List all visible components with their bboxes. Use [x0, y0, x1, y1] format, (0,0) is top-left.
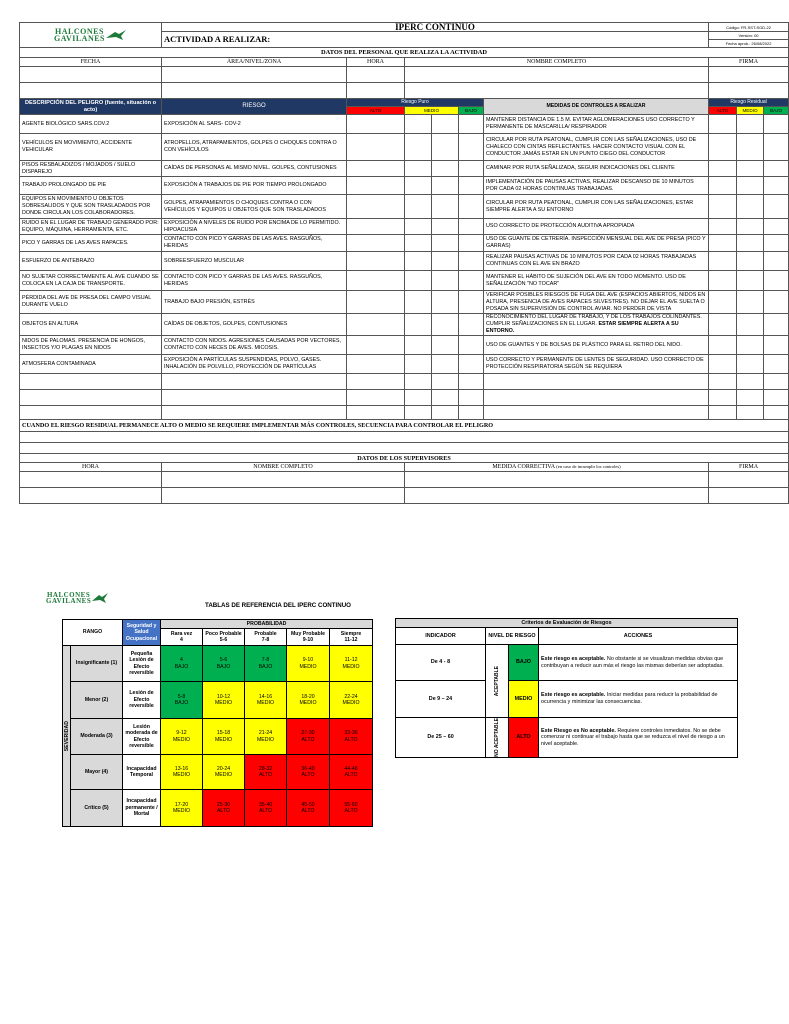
hazard-description: EQUIPOS EN MOVIMIENTO U OBJETOS SOBRESALIDOS Y QUE SON TRASLADADOS POR DONDE CIRCULAN LOS COLABORADORES. — [20, 195, 162, 219]
matrix-row — [63, 646, 373, 682]
risk-level-badge: MEDIO — [509, 681, 539, 718]
risk-matrix-cell: 18-20 MEDIO — [287, 682, 330, 719]
severity-description: Lesión de Efecto reversible — [123, 682, 161, 719]
col-indicador: INDICADOR — [396, 628, 486, 645]
residual-risk-cell[interactable] — [737, 336, 764, 355]
hazard-row — [20, 195, 789, 219]
residual-risk-cell[interactable] — [709, 115, 737, 134]
pure-risk-cell[interactable] — [405, 219, 432, 235]
residual-medio-header: MEDIO — [737, 107, 764, 115]
pure-risk-cell[interactable] — [459, 252, 484, 271]
risk-matrix-cell: 25-30 ALTO — [203, 790, 245, 827]
hazard-description: ESFUERZO DE ANTEBRAZO — [20, 252, 162, 271]
residual-risk-cell[interactable] — [764, 336, 789, 355]
pure-risk-cell[interactable] — [432, 134, 459, 161]
pure-risk-cell[interactable] — [405, 115, 432, 134]
hazard-risk: EXPOSICIÓN A NIVELES DE RUIDO POR ENCIMA DE LO PERMITIDO. HIPOACUSIA — [162, 219, 347, 235]
hazard-row — [20, 177, 789, 195]
pure-risk-cell[interactable] — [459, 291, 484, 314]
pure-risk-cell[interactable] — [405, 134, 432, 161]
risk-matrix-cell: 20-24 MEDIO — [203, 755, 245, 790]
severity-description: Pequeña Lesión de Efecto reversible — [123, 646, 161, 682]
pure-risk-cell[interactable] — [347, 219, 405, 235]
risk-matrix-cell: 22-24 MEDIO — [330, 682, 373, 719]
residual-risk-cell[interactable] — [737, 177, 764, 195]
residual-bajo-header: BAJO — [764, 107, 789, 115]
pure-risk-cell[interactable] — [432, 252, 459, 271]
pure-risk-cell[interactable] — [432, 314, 459, 336]
pure-risk-cell[interactable] — [459, 314, 484, 336]
criteria-indicator: De 25 – 60 — [396, 718, 486, 758]
hazard-risk: CONTACTO CON NIDOS. AGRESIONES CAUSADAS POR VECTORES, CONTACTO CON HECES DE AVES. MICOSIS. — [162, 336, 347, 355]
seg-salud-header: Seguridad y Salud Ocupacional — [123, 620, 161, 646]
risk-matrix-cell: 55-60 ALTO — [330, 790, 373, 827]
pure-risk-cell[interactable] — [432, 195, 459, 219]
probability-col-header: Muy Probable 9-10 — [287, 629, 330, 646]
col-nombre: NOMBRE COMPLETO — [405, 58, 709, 67]
hazard-risk: GOLPES, ATRAPAMIENTOS O CHOQUES CONTRA O CON VEHÍCULOS Y EQUIPOS U OBJETOS QUE SON TRASLADADOS — [162, 195, 347, 219]
residual-risk-cell[interactable] — [737, 161, 764, 177]
hazard-control: IMPLEMENTACIÓN DE PAUSAS ACTIVAS, REALIZAR DESCANSO DE 10 MINUTOS POR CADA 02 HORAS CONTINUAS TRABAJADAS. — [484, 177, 709, 195]
col-fecha: FECHA — [20, 58, 162, 67]
residual-risk-cell[interactable] — [709, 161, 737, 177]
hazard-risk: EXPOSICIÓN AL SARS- COV-2 — [162, 115, 347, 134]
residual-risk-cell[interactable] — [737, 115, 764, 134]
residual-risk-cell[interactable] — [709, 219, 737, 235]
severity-description: Incapacidad permanente / Mortal — [123, 790, 161, 827]
pure-risk-cell[interactable] — [347, 177, 405, 195]
hazard-description: OBJETOS EN ALTURA — [20, 314, 162, 336]
pure-risk-cell[interactable] — [405, 177, 432, 195]
pure-risk-cell[interactable] — [405, 271, 432, 291]
matrix-row — [63, 719, 373, 755]
hazard-row — [20, 314, 789, 336]
risk-criteria — [395, 618, 738, 758]
risk-matrix-cell: 9-12 MEDIO — [161, 719, 203, 755]
pure-risk-cell[interactable] — [432, 271, 459, 291]
hazard-row — [20, 252, 789, 271]
residual-risk-cell[interactable] — [764, 195, 789, 219]
col-firma: FIRMA — [709, 58, 789, 67]
hazard-description: PISOS RESBALADIZOS / MOJADOS / SUELO DISPAREJO — [20, 161, 162, 177]
personnel-section-title: DATOS DEL PERSONAL QUE REALIZA LA ACTIVIDAD — [20, 48, 789, 58]
residual-risk-cell[interactable] — [764, 115, 789, 134]
severity-level: Menor (2) — [71, 682, 123, 719]
risk-matrix-cell: 5-6 BAJO — [203, 646, 245, 682]
risk-matrix-cell: 33-36 ALTO — [330, 719, 373, 755]
pure-risk-cell[interactable] — [405, 161, 432, 177]
risk-matrix-cell: 36-40 ALTO — [287, 755, 330, 790]
pure-risk-cell[interactable] — [432, 177, 459, 195]
col-medidas: MEDIDAS DE CONTROLES A REALIZAR — [484, 99, 709, 115]
pure-risk-cell[interactable] — [405, 355, 432, 374]
hazard-description: ATMOSFERA CONTAMINADA — [20, 355, 162, 374]
criteria-row — [396, 718, 738, 758]
hazard-control: MANTENER DISTANCIA DE 1.5 M. EVITAR AGLOMERACIONES USO CORRECTO Y PERMANENTE DE MASCARILLA/ RESPIRADOR — [484, 115, 709, 134]
probability-col-header: Probable 7-8 — [245, 629, 287, 646]
hazard-control: CIRCULAR POR RUTA PEATONAL, CUMPLIR CON LAS SEÑALIZACIONES, USO DE CHALECO CON CINTAS REFLECTANTES. HACER CONTACTO VISUAL CON EL CONDUCTOR JAMÁS ESTAR EN UN PUNTO CIEGO DEL CONDUCTOR — [484, 134, 709, 161]
falcon-icon — [105, 28, 127, 42]
residual-risk-cell[interactable] — [737, 271, 764, 291]
company-logo — [20, 23, 162, 48]
hazard-control: CIRCULAR POR RUTA PEATONAL, CUMPLIR CON LAS SEÑALIZACIONES, ESTAR SIEMPRE ALERTA A SU ENTORNO — [484, 195, 709, 219]
hazard-row — [20, 115, 789, 134]
residual-risk-cell[interactable] — [709, 314, 737, 336]
supervisor-row[interactable] — [20, 488, 789, 504]
residual-risk-cell[interactable] — [764, 252, 789, 271]
severity-level: Mayor (4) — [71, 755, 123, 790]
residual-risk-cell[interactable] — [764, 314, 789, 336]
residual-risk-cell[interactable] — [737, 219, 764, 235]
sup-col-firma: FIRMA — [709, 463, 789, 472]
residual-note: CUANDO EL RIESGO RESIDUAL PERMANECE ALTO O MEDIO SE REQUIERE IMPLEMENTAR MÁS CONTROLES, SECUENCIA PARA CONTROLAR EL PELIGRO — [20, 420, 789, 432]
criteria-action: Este riesgo es aceptable. No obstante si se visualizan medidas obvias que contribuyan a reducir aun más el riesgo las mismas deberían ser adoptadas. — [539, 645, 738, 681]
matrix-row — [63, 755, 373, 790]
pure-risk-cell[interactable] — [432, 336, 459, 355]
pure-risk-cell[interactable] — [405, 252, 432, 271]
pure-risk-cell[interactable] — [347, 314, 405, 336]
severity-level: Moderada (3) — [71, 719, 123, 755]
personnel-row[interactable] — [20, 67, 789, 83]
residual-risk-cell[interactable] — [709, 291, 737, 314]
iperc-form — [19, 22, 789, 504]
hazard-risk: TRABAJO BAJO PRESIÓN, ESTRÉS — [162, 291, 347, 314]
residual-risk-cell[interactable] — [737, 291, 764, 314]
pure-risk-cell[interactable] — [432, 161, 459, 177]
residual-risk-cell[interactable] — [764, 355, 789, 374]
col-acciones: ACCIONES — [539, 628, 738, 645]
pure-risk-cell[interactable] — [432, 115, 459, 134]
residual-alto-header: ALTO — [709, 107, 737, 115]
residual-risk-cell[interactable] — [709, 195, 737, 219]
sup-col-medida: MEDIDA CORRECTIVA (en caso de incumplir los controles) — [405, 463, 709, 472]
probability-col-header: Siempre 11-12 — [330, 629, 373, 646]
hazard-risk: CAÍDAS DE OBJETOS, GOLPES, CONTUSIONES — [162, 314, 347, 336]
aceptable-label: ACEPTABLE — [486, 645, 509, 718]
pure-risk-cell[interactable] — [347, 134, 405, 161]
hazard-risk: CONTACTO CON PICO Y GARRAS DE LAS AVES. RASGUÑOS, HERIDAS — [162, 235, 347, 252]
residual-risk-cell[interactable] — [737, 252, 764, 271]
pure-risk-cell[interactable] — [459, 161, 484, 177]
col-riesgo: RIESGO — [162, 99, 347, 115]
pure-risk-cell[interactable] — [432, 219, 459, 235]
hazard-control: USO CORRECTO DE PROTECCIÓN AUDITIVA APROPIADA — [484, 219, 709, 235]
risk-matrix-cell: 7-8 BAJO — [245, 646, 287, 682]
hazard-row — [20, 336, 789, 355]
matrix-row — [63, 790, 373, 827]
hazard-row — [20, 235, 789, 252]
col-nivel: NIVEL DE RIESGO — [486, 628, 539, 645]
personnel-row[interactable] — [20, 83, 789, 99]
risk-matrix-cell: 9-10 MEDIO — [287, 646, 330, 682]
hazard-risk: SOBREESFUERZO MUSCULAR — [162, 252, 347, 271]
risk-matrix — [62, 619, 373, 827]
sup-col-nombre: NOMBRE COMPLETO — [162, 463, 405, 472]
residual-risk-cell[interactable] — [737, 355, 764, 374]
hazard-control: CAMINAR POR RUTA SEÑALIZADA, SEGUIR INDICACIONES DEL CLIENTE — [484, 161, 709, 177]
hazard-control: REALIZAR PAUSAS ACTIVAS DE 10 MINUTOS POR CADA 02 HORAS TRABAJADAS CONTINUAS CON EL AVE EN BRAZO — [484, 252, 709, 271]
residual-risk-cell[interactable] — [737, 134, 764, 161]
criteria-action: Este Riesgo es No aceptable. Requiere controles inmediatos. No se debe comenzar ni continuar el trabajo hasta que se reduzca el nivel de riesgo a un nivel aceptable. — [539, 718, 738, 758]
residual-risk-cell[interactable] — [764, 219, 789, 235]
pure-risk-cell[interactable] — [459, 195, 484, 219]
hazard-risk: EXPOSICIÓN A TRABAJOS DE PIE POR TIEMPO PROLONGADO — [162, 177, 347, 195]
criteria-indicator: De 9 – 24 — [396, 681, 486, 718]
puro-bajo-header: BAJO — [459, 107, 484, 115]
severity-description: Incapacidad Temporal — [123, 755, 161, 790]
risk-level-badge: ALTO — [509, 718, 539, 758]
col-riesgo-puro: Riesgo Puro — [347, 99, 484, 107]
matrix-row — [63, 682, 373, 719]
pure-risk-cell[interactable] — [405, 291, 432, 314]
residual-risk-cell[interactable] — [737, 195, 764, 219]
criteria-row — [396, 681, 738, 718]
risk-matrix-cell: 27-30 ALTO — [287, 719, 330, 755]
hazard-description: TRABAJO PROLONGADO DE PIE — [20, 177, 162, 195]
criteria-row — [396, 645, 738, 681]
hazard-control: RECONOCIMIENTO DEL LUGAR DE TRABAJO, Y DE LOS TRABAJOS COLINDANTES. CUMPLIR SEÑALIZACIONES EN EL LUGAR. ESTAR SIEMPRE ALERTA A SU ENTORNO. — [484, 314, 709, 336]
hazard-risk: CAÍDAS DE PERSONAS AL MISMO NIVEL. GOLPES, CONTUSIONES — [162, 161, 347, 177]
residual-risk-cell[interactable] — [737, 235, 764, 252]
puro-alto-header: ALTO — [347, 107, 405, 115]
pure-risk-cell[interactable] — [347, 161, 405, 177]
form-version: Versión: 00 — [709, 32, 789, 40]
pure-risk-cell[interactable] — [405, 235, 432, 252]
residual-risk-cell[interactable] — [764, 235, 789, 252]
logo-line1: HALCONES — [46, 591, 91, 599]
reference-title: TABLAS DE REFERENCIA DEL IPERC CONTINUO — [205, 602, 351, 609]
rango-header: RANGO — [63, 620, 123, 646]
residual-risk-cell[interactable] — [764, 134, 789, 161]
severidad-label: SEVERIDAD — [63, 646, 71, 827]
pure-risk-cell[interactable] — [459, 115, 484, 134]
company-logo-small — [46, 592, 126, 618]
pure-risk-cell[interactable] — [405, 336, 432, 355]
risk-matrix-cell: 10-12 MEDIO — [203, 682, 245, 719]
hazard-row — [20, 161, 789, 177]
risk-matrix-cell: 35-40 ALTO — [245, 790, 287, 827]
severity-description: Lesión moderada de Efecto reversible — [123, 719, 161, 755]
residual-risk-cell[interactable] — [737, 314, 764, 336]
col-riesgo-residual: Riesgo Residual — [709, 99, 789, 107]
hazard-description: VEHÍCULOS EN MOVIMIENTO, ACCIDENTE VEHICULAR — [20, 134, 162, 161]
risk-matrix-cell: 11-12 MEDIO — [330, 646, 373, 682]
risk-matrix-cell: 14-16 MEDIO — [245, 682, 287, 719]
col-area: ÁREA/NIVEL/ZONA — [162, 58, 347, 67]
sup-col-hora: HORA — [20, 463, 162, 472]
residual-risk-cell[interactable] — [709, 271, 737, 291]
col-hora: HORA — [347, 58, 405, 67]
hazard-row — [20, 291, 789, 314]
supervisor-row[interactable] — [20, 472, 789, 488]
residual-risk-cell[interactable] — [709, 355, 737, 374]
logo-line2: GAVILANES — [46, 597, 92, 605]
pure-risk-cell[interactable] — [459, 177, 484, 195]
pure-risk-cell[interactable] — [459, 271, 484, 291]
pure-risk-cell[interactable] — [347, 252, 405, 271]
hazard-control: USO DE GUANTE DE CETRERÍA. INSPECCIÓN MENSUAL DEL AVE DE PRESA (PICO Y GARRAS) — [484, 235, 709, 252]
risk-matrix-cell: 5-8 BAJO — [161, 682, 203, 719]
pure-risk-cell[interactable] — [432, 235, 459, 252]
hazard-control: USO CORRECTO Y PERMANENTE DE LENTES DE SEGURIDAD. USO CORRECTO DE PROTECCIÓN RESPIRATORIA SEGÚN SE REQUIERA — [484, 355, 709, 374]
col-descripcion: DESCRIPCIÓN DEL PELIGRO (fuente, situación o acto) — [20, 99, 162, 115]
pure-risk-cell[interactable] — [459, 355, 484, 374]
pure-risk-cell[interactable] — [347, 355, 405, 374]
pure-risk-cell[interactable] — [347, 336, 405, 355]
residual-risk-cell[interactable] — [764, 161, 789, 177]
hazard-description: PICO Y GARRAS DE LAS AVES RAPACES. — [20, 235, 162, 252]
hazard-risk: EXPOSICIÓN A PARTÍCULAS SUSPENDIDAS, POLVO, GASES. INHALACIÓN DE POLVILLO, PROYECCIÓN DE PARTÍCULAS — [162, 355, 347, 374]
hazard-control: VERIFICAR POSIBLES RIESGOS DE FUGA DEL AVE (ESPACIOS ABIERTOS, NIDOS EN ALTURA, PRESENCIA DE AVES RAPACES SILVESTRES). NO DEJAR EL AVE SUELTA O POSADA SIN SUPERVISIÓN DE CONTROL AVIAR. NO PERDER DE VISTA — [484, 291, 709, 314]
residual-risk-cell[interactable] — [709, 235, 737, 252]
pure-risk-cell[interactable] — [347, 195, 405, 219]
hazard-description: AGENTE BIOLÓGICO SARS.COV.2 — [20, 115, 162, 134]
hazard-description: NIDOS DE PALOMAS. PRESENCIA DE HONGOS, INSECTOS Y/O PLAGAS EN NIDOS — [20, 336, 162, 355]
supervisors-section-title: DATOS DE LOS SUPERVISORES — [20, 454, 789, 463]
risk-matrix-cell: 13-16 MEDIO — [161, 755, 203, 790]
hazard-row — [20, 271, 789, 291]
residual-risk-cell[interactable] — [709, 336, 737, 355]
pure-risk-cell[interactable] — [347, 291, 405, 314]
risk-matrix-cell: 45-50 ALTO — [287, 790, 330, 827]
residual-risk-cell[interactable] — [709, 177, 737, 195]
risk-matrix-cell: 15-18 MEDIO — [203, 719, 245, 755]
hazard-control: USO DE GUANTES Y DE BOLSAS DE PLÁSTICO PARA EL RETIRO DEL NIDO. — [484, 336, 709, 355]
residual-risk-cell[interactable] — [764, 291, 789, 314]
form-title: IPERC CONTINUO — [162, 23, 709, 32]
hazard-row — [20, 355, 789, 374]
pure-risk-cell[interactable] — [459, 134, 484, 161]
form-approval-date: Fecha aprob.: 26/08/2022 — [709, 40, 789, 48]
risk-level-badge: BAJO — [509, 645, 539, 681]
logo-line1: HALCONES — [55, 27, 104, 36]
probability-col-header: Poco Probable 5-6 — [203, 629, 245, 646]
pure-risk-cell[interactable] — [459, 219, 484, 235]
criteria-indicator: De 4 - 8 — [396, 645, 486, 681]
activity-label: ACTIVIDAD A REALIZAR: — [162, 32, 709, 48]
risk-matrix-cell: 28-32 ALTO — [245, 755, 287, 790]
probabilidad-header: PROBABILIDAD — [161, 620, 373, 629]
risk-matrix-cell: 17-20 MEDIO — [161, 790, 203, 827]
form-code: Código: FR-SST-SGD-22 — [709, 23, 789, 32]
severity-level: Crítico (5) — [71, 790, 123, 827]
no-aceptable-label: NO ACEPTABLE — [486, 718, 509, 758]
hazard-risk: CONTACTO CON PICO Y GARRAS DE LAS AVES. RASGUÑOS, HERIDAS — [162, 271, 347, 291]
residual-risk-cell[interactable] — [764, 177, 789, 195]
logo-line2: GAVILANES — [53, 34, 106, 43]
residual-risk-cell[interactable] — [709, 134, 737, 161]
pure-risk-cell[interactable] — [405, 314, 432, 336]
severity-level: Insignificante (1) — [71, 646, 123, 682]
hazard-control: MANTENER EL HÁBITO DE SUJECIÓN DEL AVE EN TODO MOMENTO. USO DE SEÑALIZACIÓN "NO TOCAR" — [484, 271, 709, 291]
probability-col-header: Rara vez 4 — [161, 629, 203, 646]
pure-risk-cell[interactable] — [432, 355, 459, 374]
hazard-row — [20, 134, 789, 161]
pure-risk-cell[interactable] — [459, 235, 484, 252]
pure-risk-cell[interactable] — [347, 235, 405, 252]
hazard-risk: ATROPELLOS, ATRAPAMIENTOS, GOLPES O CHOQUES CONTRA O CON VEHÍCULOS — [162, 134, 347, 161]
pure-risk-cell[interactable] — [405, 195, 432, 219]
pure-risk-cell[interactable] — [459, 336, 484, 355]
hazard-description: PÉRDIDA DEL AVE DE PRESA DEL CAMPO VISUAL DURANTE VUELO — [20, 291, 162, 314]
pure-risk-cell[interactable] — [432, 291, 459, 314]
puro-medio-header: MEDIO — [405, 107, 459, 115]
risk-matrix-cell: 4 BAJO — [161, 646, 203, 682]
falcon-icon — [91, 592, 109, 604]
hazard-description: RUIDO EN EL LUGAR DE TRABAJO GENERADO POR: EQUIPO, MÁQUINA, HERRAMIENTA, ETC. — [20, 219, 162, 235]
hazard-row — [20, 219, 789, 235]
criteria-action: Este riesgo es aceptable. Iniciar medidas para reducir la probabilidad de ocurrencia y minimizar las consecuencias. — [539, 681, 738, 718]
pure-risk-cell[interactable] — [347, 271, 405, 291]
pure-risk-cell[interactable] — [347, 115, 405, 134]
residual-risk-cell[interactable] — [709, 252, 737, 271]
criteria-title: Criterios de Evaluación de Riesgos — [396, 619, 738, 628]
residual-risk-cell[interactable] — [764, 271, 789, 291]
risk-matrix-cell: 21-24 MEDIO — [245, 719, 287, 755]
risk-matrix-cell: 44-48 ALTO — [330, 755, 373, 790]
hazard-description: NO SUJETAR CORRECTAMENTE AL AVE CUANDO SE COLOCA EN LA CAJA DE TRANSPORTE. — [20, 271, 162, 291]
